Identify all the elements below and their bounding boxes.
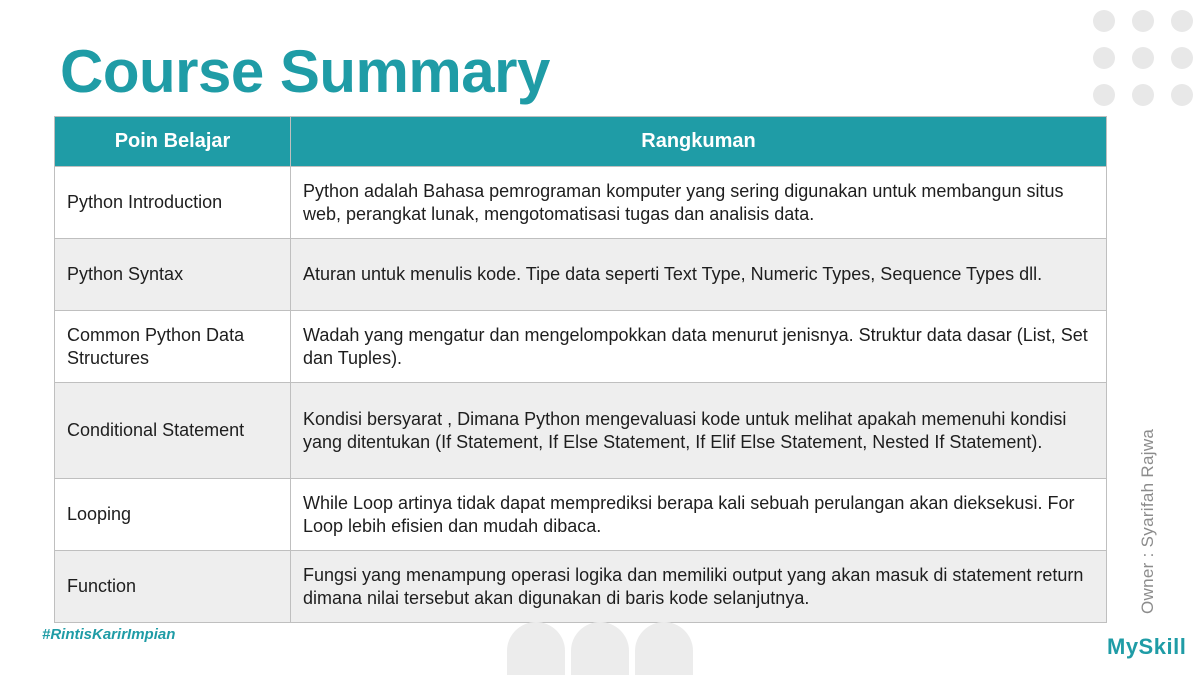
row-summary: Wadah yang mengatur dan mengelompokkan data menurut jenisnya. Struktur data dasar (List, Set dan Tuples).	[291, 311, 1107, 383]
decorative-dot	[1171, 10, 1193, 32]
header-rangkuman: Rangkuman	[291, 117, 1107, 167]
table-header-row	[55, 117, 1107, 167]
row-summary: While Loop artinya tidak dapat memprediksi berapa kali sebuah perulangan akan dieksekusi. For Loop lebih efisien dan mudah dibaca.	[291, 479, 1107, 551]
table-row	[55, 311, 1107, 383]
course-summary-table	[54, 116, 1107, 623]
row-topic: Looping	[55, 479, 291, 551]
slide-title: Course Summary	[60, 38, 550, 105]
decorative-dot	[1093, 84, 1115, 106]
row-topic: Common Python Data Structures	[55, 311, 291, 383]
row-topic: Conditional Statement	[55, 383, 291, 479]
row-summary: Python adalah Bahasa pemrograman komputer yang sering digunakan untuk membangun situs web, perangkat lunak, mengotomatisasi tugas dan analisis data.	[291, 167, 1107, 239]
decorative-dot	[1171, 84, 1193, 106]
table-row	[55, 239, 1107, 311]
table-row	[55, 551, 1107, 623]
row-topic: Python Introduction	[55, 167, 291, 239]
header-poin-belajar: Poin Belajar	[55, 117, 291, 167]
owner-credit: Owner : Syarifah Rajwa	[1138, 428, 1157, 614]
table-row	[55, 383, 1107, 479]
decorative-arch	[571, 622, 629, 675]
row-summary: Fungsi yang menampung operasi logika dan memiliki output yang akan masuk di statement return dimana nilai tersebut akan digunakan di baris kode selanjutnya.	[291, 551, 1107, 623]
row-topic: Python Syntax	[55, 239, 291, 311]
row-summary: Kondisi bersyarat , Dimana Python mengevaluasi kode untuk melihat apakah memenuhi kondisi yang ditentukan (If Statement, If Else Statement, If Elif Else Statement, Nested If Statement).	[291, 383, 1107, 479]
decorative-dot	[1132, 10, 1154, 32]
decorative-dot	[1132, 84, 1154, 106]
decorative-dot	[1093, 47, 1115, 69]
table-row	[55, 167, 1107, 239]
decorative-dot	[1171, 47, 1193, 69]
table-row	[55, 479, 1107, 551]
decorative-dot-grid	[1091, 9, 1200, 109]
decorative-dot	[1132, 47, 1154, 69]
decorative-arch	[507, 622, 565, 675]
hashtag-tagline: #RintisKarirImpian	[42, 626, 176, 643]
decorative-arch	[635, 622, 693, 675]
row-topic: Function	[55, 551, 291, 623]
decorative-dot	[1093, 10, 1115, 32]
myskill-logo: MySkill	[1107, 634, 1187, 659]
row-summary: Aturan untuk menulis kode. Tipe data seperti Text Type, Numeric Types, Sequence Types dll.	[291, 239, 1107, 311]
